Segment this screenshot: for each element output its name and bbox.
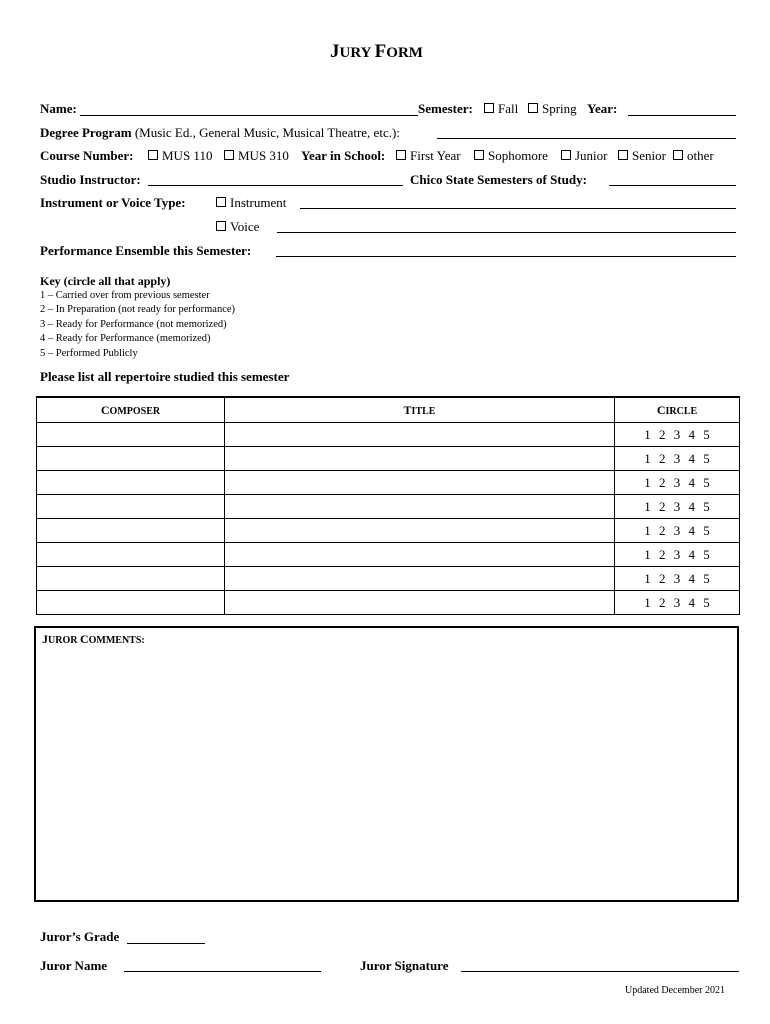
checkbox-icon[interactable] — [216, 221, 226, 231]
composer-cell[interactable] — [37, 447, 225, 471]
course-mus110-option[interactable]: MUS 110 — [148, 148, 212, 164]
table-row — [37, 495, 740, 519]
name-field[interactable] — [80, 115, 418, 116]
composer-cell[interactable] — [37, 423, 225, 447]
year-senior-option[interactable]: Senior — [618, 148, 666, 164]
table-header-row — [37, 397, 740, 423]
juror-signature-label: Juror Signature — [360, 958, 449, 973]
checkbox-icon[interactable] — [528, 103, 538, 113]
composer-cell[interactable] — [37, 591, 225, 615]
year-field[interactable] — [628, 115, 736, 116]
key-item: 4 – Ready for Performance (memorized) — [40, 333, 211, 344]
checkbox-icon[interactable] — [673, 150, 683, 160]
degree-program-label: Degree Program (Music Ed., General Music, Musical Theatre, etc.): — [40, 125, 400, 140]
composer-cell[interactable] — [37, 519, 225, 543]
repertoire-table — [36, 396, 740, 615]
key-item: 1 – Carried over from previous semester — [40, 290, 210, 301]
circle-cell[interactable]: 1 2 3 4 5 — [615, 543, 740, 567]
page-title: JURY FORM — [330, 41, 423, 62]
studio-instructor-label: Studio Instructor: — [40, 172, 141, 187]
checkbox-icon[interactable] — [474, 150, 484, 160]
course-mus310-option[interactable]: MUS 310 — [224, 148, 289, 164]
checkbox-icon[interactable] — [216, 197, 226, 207]
column-header-circle: CIRCLE — [615, 397, 740, 423]
circle-cell[interactable]: 1 2 3 4 5 — [615, 423, 740, 447]
checkbox-icon[interactable] — [396, 150, 406, 160]
title-cell[interactable] — [225, 519, 615, 543]
juror-name-field[interactable] — [124, 971, 321, 972]
key-item: 2 – In Preparation (not ready for performance) — [40, 304, 236, 315]
composer-cell[interactable] — [37, 471, 225, 495]
instrument-option[interactable]: Instrument — [216, 195, 286, 211]
circle-cell[interactable]: 1 2 3 4 5 — [615, 591, 740, 615]
column-header-composer: COMPOSER — [37, 397, 225, 423]
composer-cell[interactable] — [37, 567, 225, 591]
title-cell[interactable] — [225, 447, 615, 471]
year-in-school-label: Year in School: — [301, 148, 386, 163]
jurors-grade-field[interactable] — [127, 943, 205, 944]
year-sophomore-option[interactable]: Sophomore — [474, 148, 548, 164]
jurors-grade-label: Juror’s Grade — [40, 929, 120, 944]
chico-state-semesters-label: Chico State Semesters of Study: — [410, 172, 587, 187]
ensemble-field[interactable] — [276, 256, 736, 257]
degree-program-field[interactable] — [437, 138, 736, 139]
ensemble-label: Performance Ensemble this Semester: — [40, 243, 252, 258]
table-row — [37, 447, 740, 471]
table-row — [37, 519, 740, 543]
semester-spring-option[interactable]: Spring — [528, 101, 577, 117]
circle-cell[interactable]: 1 2 3 4 5 — [615, 495, 740, 519]
juror-comments-label: JUROR COMMENTS: — [42, 632, 145, 646]
table-row — [37, 591, 740, 615]
key-item: 3 – Ready for Performance (not memorized) — [40, 319, 227, 330]
juror-comments-box[interactable] — [34, 626, 739, 902]
repertoire-heading: Please list all repertoire studied this semester — [40, 369, 290, 384]
instrument-voice-label: Instrument or Voice Type: — [40, 195, 186, 210]
juror-name-label: Juror Name — [40, 958, 108, 973]
table-row — [37, 543, 740, 567]
year-junior-option[interactable]: Junior — [561, 148, 608, 164]
voice-field[interactable] — [277, 232, 736, 233]
name-label: Name: — [40, 101, 77, 116]
title-cell[interactable] — [225, 543, 615, 567]
table-row — [37, 567, 740, 591]
title-cell[interactable] — [225, 423, 615, 447]
course-number-label: Course Number: — [40, 148, 134, 163]
checkbox-icon[interactable] — [148, 150, 158, 160]
title-cell[interactable] — [225, 591, 615, 615]
checkbox-icon[interactable] — [484, 103, 494, 113]
studio-instructor-field[interactable] — [148, 185, 403, 186]
checkbox-icon[interactable] — [618, 150, 628, 160]
instrument-field[interactable] — [300, 208, 736, 209]
circle-cell[interactable]: 1 2 3 4 5 — [615, 519, 740, 543]
title-cell[interactable] — [225, 495, 615, 519]
table-row — [37, 471, 740, 495]
year-first-option[interactable]: First Year — [396, 148, 461, 164]
column-header-title: TITLE — [225, 397, 615, 423]
juror-signature-field[interactable] — [461, 971, 739, 972]
checkbox-icon[interactable] — [224, 150, 234, 160]
checkbox-icon[interactable] — [561, 150, 571, 160]
chico-state-semesters-field[interactable] — [609, 185, 736, 186]
circle-cell[interactable]: 1 2 3 4 5 — [615, 447, 740, 471]
circle-cell[interactable]: 1 2 3 4 5 — [615, 567, 740, 591]
table-row — [37, 423, 740, 447]
key-item: 5 – Performed Publicly — [40, 348, 138, 359]
circle-cell[interactable]: 1 2 3 4 5 — [615, 471, 740, 495]
updated-date: Updated December 2021 — [625, 985, 725, 996]
title-cell[interactable] — [225, 567, 615, 591]
year-other-option[interactable]: other — [673, 148, 714, 164]
title-cell[interactable] — [225, 471, 615, 495]
semester-fall-option[interactable]: Fall — [484, 101, 518, 117]
composer-cell[interactable] — [37, 543, 225, 567]
voice-option[interactable]: Voice — [216, 219, 259, 235]
key-heading: Key (circle all that apply) — [40, 274, 171, 288]
semester-label: Semester: — [418, 101, 473, 116]
composer-cell[interactable] — [37, 495, 225, 519]
year-label: Year: — [587, 101, 618, 116]
